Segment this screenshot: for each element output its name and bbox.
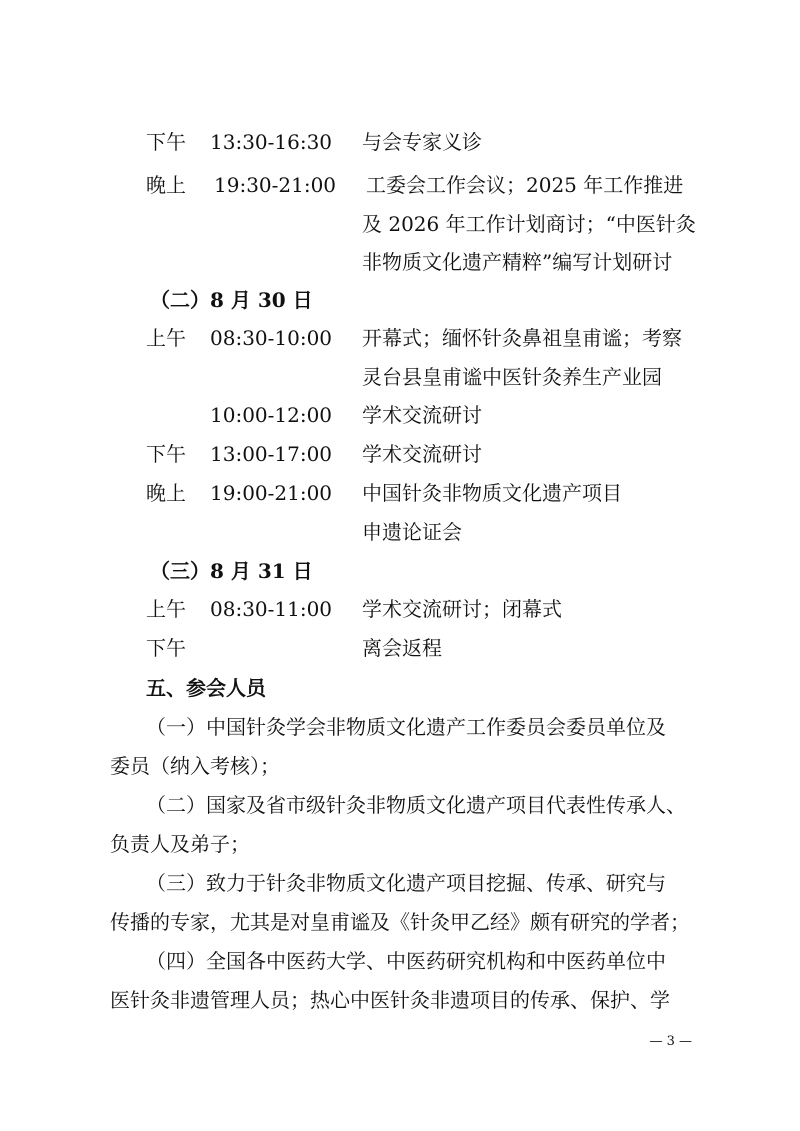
activity-text: 学术交流研讨	[362, 403, 482, 427]
period-label: 晚上	[146, 481, 186, 505]
period-label: 下午	[146, 442, 186, 466]
time-range: 13:00-17:00	[210, 442, 333, 466]
participant-item: （四）全国各中医药大学、中医药研究机构和中医药单位中	[146, 949, 666, 973]
day-heading: （三）8 月 31 日	[150, 559, 313, 583]
time-range: 08:30-10:00	[210, 326, 333, 350]
activity-text: 非物质文化遗产精粹”编写计划研讨	[362, 250, 673, 274]
time-range: 19:30-21:00	[214, 173, 337, 197]
activity-text: 灵台县皇甫谧中医针灸养生产业园	[362, 365, 662, 389]
activity-text: 开幕式；缅怀针灸鼻祖皇甫谧；考察	[362, 326, 682, 350]
activity-text: 中国针灸非物质文化遗产项目	[362, 481, 622, 505]
participant-item: （一）中国针灸学会非物质文化遗产工作委员会委员单位及	[146, 715, 666, 739]
time-range: 19:00-21:00	[210, 481, 333, 505]
participant-item-cont: 医针灸非遗管理人员；热心中医针灸非遗项目的传承、保护、学	[110, 988, 670, 1012]
participant-item: （二）国家及省市级针灸非物质文化遗产项目代表性传承人、	[146, 793, 686, 817]
participant-item-cont: 委员（纳入考核）；	[110, 754, 280, 778]
activity-text: 与会专家义诊	[362, 130, 482, 154]
period-label: 上午	[146, 326, 186, 350]
time-range: 13:30-16:30	[210, 130, 333, 154]
time-range: 08:30-11:00	[210, 597, 333, 621]
section-heading: 五、参会人员	[146, 676, 266, 700]
period-label: 下午	[146, 636, 186, 660]
activity-text: 申遗论证会	[362, 520, 462, 544]
participant-item-cont: 传播的专家，尤其是对皇甫谧及《针灸甲乙经》颇有研究的学者；	[110, 910, 690, 934]
page-number: — 3 —	[649, 1034, 692, 1049]
participant-item-cont: 负责人及弟子；	[110, 832, 250, 856]
activity-text: 学术交流研讨	[362, 442, 482, 466]
period-label: 上午	[146, 597, 186, 621]
period-label: 下午	[146, 130, 186, 154]
period-label: 晚上	[146, 173, 186, 197]
participant-item: （三）致力于针灸非物质文化遗产项目挖掘、传承、研究与	[146, 871, 666, 895]
activity-text: 工委会工作会议；2025 年工作推进	[366, 173, 684, 197]
time-range: 10:00-12:00	[210, 403, 333, 427]
activity-text: 学术交流研讨；闭幕式	[362, 597, 562, 621]
day-heading: （二）8 月 30 日	[150, 288, 313, 312]
activity-text: 及 2026 年工作计划商讨；“中医针灸	[362, 212, 696, 236]
activity-text: 离会返程	[362, 636, 442, 660]
